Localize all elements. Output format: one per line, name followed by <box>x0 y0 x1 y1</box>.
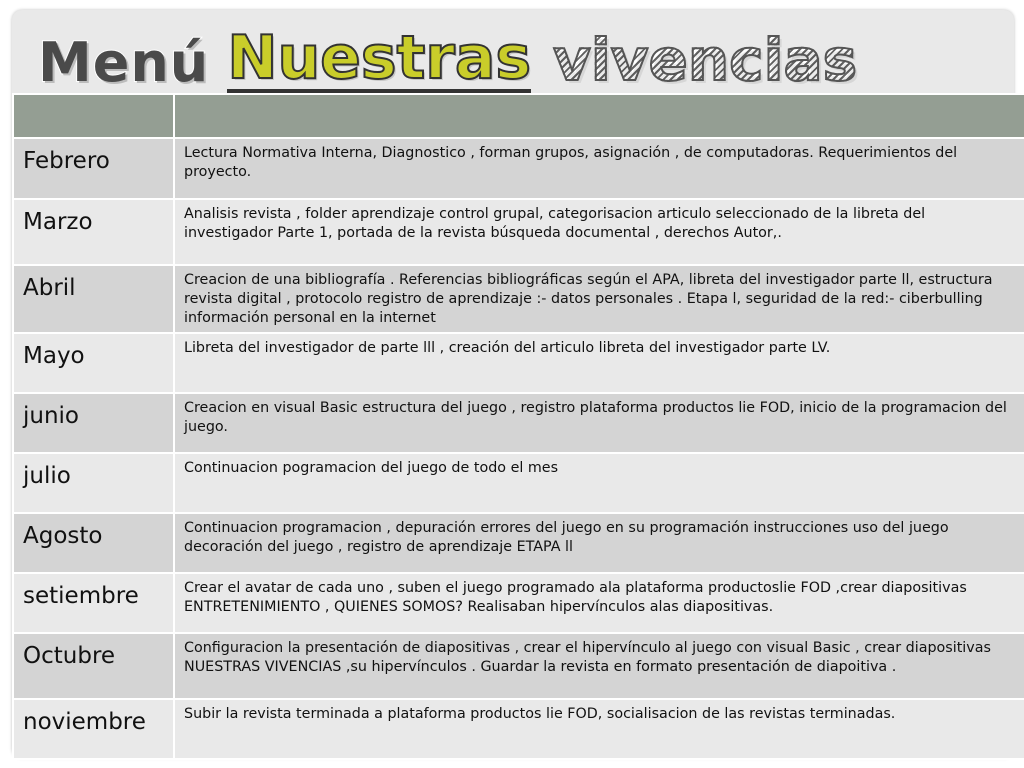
activity-cell: Configuracion la presentación de diapositivas , crear el hipervínculo al juego con visual Basic , crear diapositivas NUESTRAS VIVENCIAS ,su hipervínculos . Guardar la revista en formato presentación de diapoitiva . <box>174 633 1024 699</box>
table-row <box>13 265 1024 333</box>
month-cell: Octubre <box>13 633 174 699</box>
month-cell: Agosto <box>13 513 174 573</box>
title-word-nuestras: Nuestras <box>227 23 532 93</box>
table-header-row <box>13 94 1024 138</box>
schedule-table <box>12 93 1024 760</box>
table-row <box>13 199 1024 265</box>
month-cell: setiembre <box>13 573 174 633</box>
header-cell-month <box>13 94 174 138</box>
table-row <box>13 633 1024 699</box>
table-row <box>13 138 1024 199</box>
table-row <box>13 513 1024 573</box>
month-cell: noviembre <box>13 699 174 759</box>
activity-cell: Creacion en visual Basic estructura del juego , registro plataforma productos lie FOD, inicio de la programacion del juego. <box>174 393 1024 453</box>
month-cell: Marzo <box>13 199 174 265</box>
table-row <box>13 573 1024 633</box>
activity-cell: Continuacion pogramacion del juego de todo el mes <box>174 453 1024 513</box>
activity-cell: Creacion de una bibliografía . Referencias bibliográficas según el APA, libreta del investigador parte ll, estructura revista digital , protocolo registro de aprendizaje :- datos personales . Etapa l, seguridad de la red:- ciberbulling información personal en la internet <box>174 265 1024 333</box>
table-row <box>13 393 1024 453</box>
activity-cell: Crear el avatar de cada uno , suben el juego programado ala plataforma productoslie FOD ,crear diapositivas ENTRETENIMIENTO , QUIENES SOMOS? Realisaban hipervínculos alas diapositivas. <box>174 573 1024 633</box>
table-row <box>13 699 1024 759</box>
month-cell: Abril <box>13 265 174 333</box>
activity-cell: Continuacion programacion , depuración errores del juego en su programación instrucciones uso del juego decoración del juego , registro de aprendizaje ETAPA ll <box>174 513 1024 573</box>
month-cell: Febrero <box>13 138 174 199</box>
month-cell: Mayo <box>13 333 174 393</box>
month-cell: julio <box>13 453 174 513</box>
activity-cell: Analisis revista , folder aprendizaje control grupal, categorisacion articulo seleccionado de la libreta del investigador Parte 1, portada de la revista búsqueda documental , derechos Autor,. <box>174 199 1024 265</box>
title-word-vivencias: vivencias <box>553 26 858 94</box>
activity-cell: Subir la revista terminada a plataforma productos lie FOD, socialisacion de las revistas terminadas. <box>174 699 1024 759</box>
page-title <box>38 14 857 94</box>
header-cell-activities <box>174 94 1024 138</box>
title-word-menu: Menú <box>38 31 210 94</box>
month-cell: junio <box>13 393 174 453</box>
activity-cell: Lectura Normativa Interna, Diagnostico , forman grupos, asignación , de computadoras. Requerimientos del proyecto. <box>174 138 1024 199</box>
activity-cell: Libreta del investigador de parte lll , creación del articulo libreta del investigador parte LV. <box>174 333 1024 393</box>
table-row <box>13 333 1024 393</box>
table-row <box>13 453 1024 513</box>
